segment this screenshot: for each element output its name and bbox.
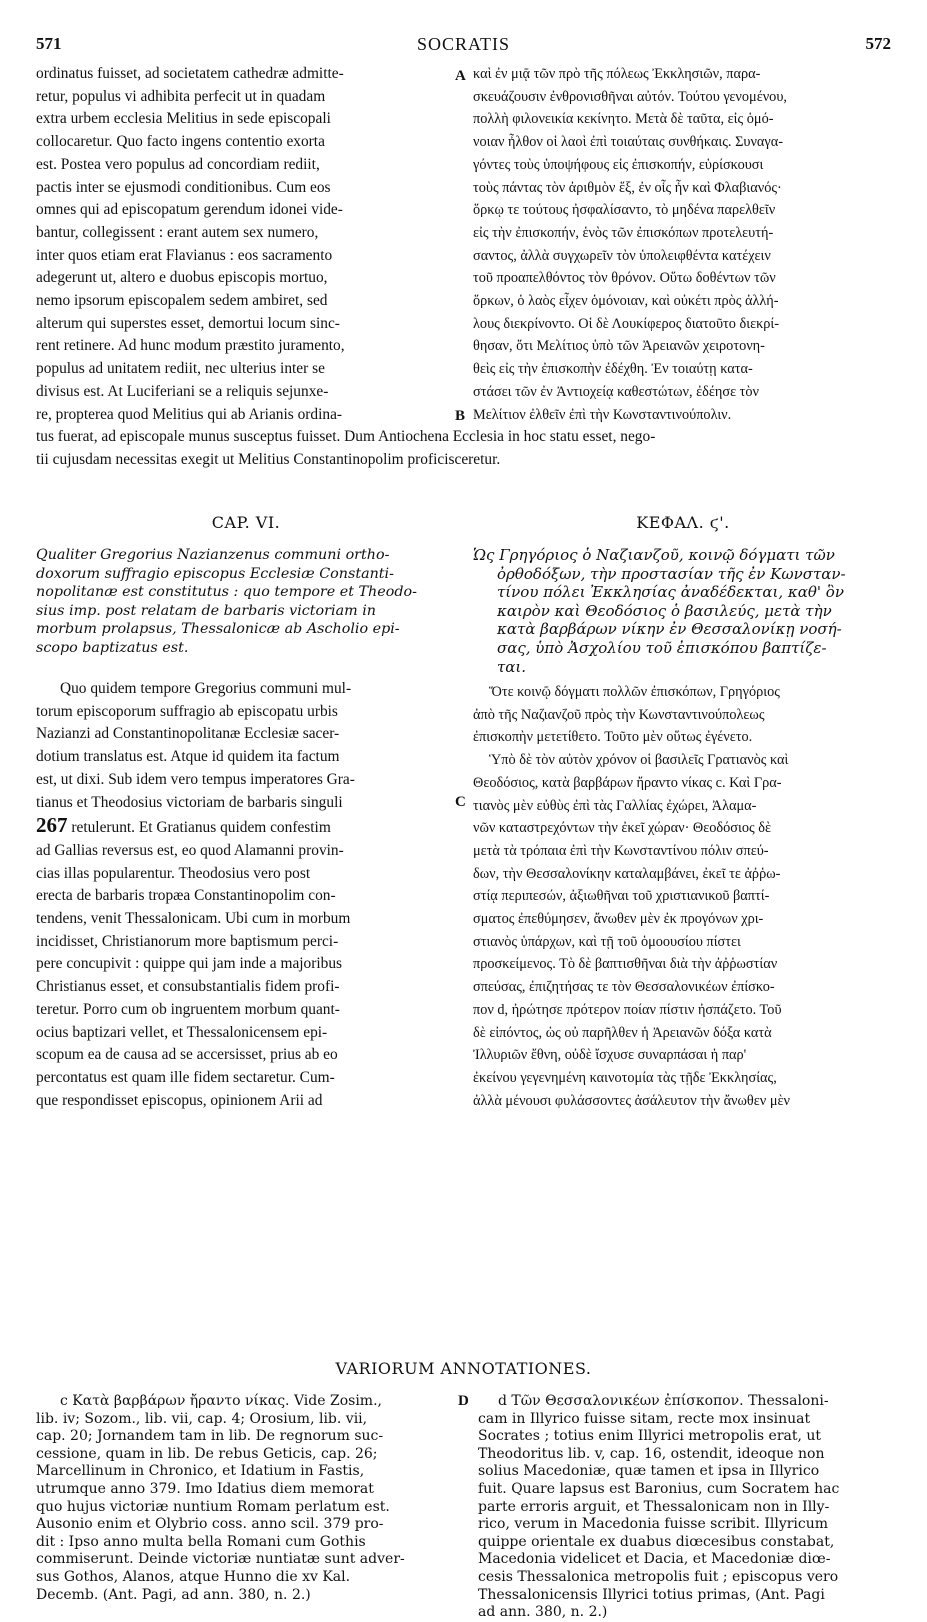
text-line: νοιαν ἦλθον οἱ λαοὶ ἐπὶ τοιαύταις συνθήκαις. Συναγα-	[473, 134, 783, 151]
text-line: Μελίτιον ἐλθεῖν ἐπὶ τὴν Κωνσταντινούπολιν.	[473, 406, 732, 423]
text-line: κατὰ βαρβάρων νίκην ἐν Θεσσαλονίκῃ νοσή-	[497, 620, 842, 639]
text-line: populus ad unitatem rediit, nec ulterius inter se	[36, 360, 325, 378]
text-line: scopum ea de causa ad se accersisset, prius ab eo	[36, 1046, 338, 1064]
text-line: δὲ εἰπόντος, ὡς οὐ παρῆλθεν ἡ Ἀρειανῶν δόξα κατὰ	[473, 1024, 772, 1041]
text-line: lib. iv; Sozom., lib. vii, cap. 4; Orosium, lib. vii,	[36, 1410, 368, 1427]
annotation-note-c	[36, 1393, 456, 1604]
text-line: omnes qui ad episcopatum gerendum idonei vide-	[36, 201, 343, 219]
text-line: dit : Ipso anno multa bella Romani cum Gothis	[36, 1533, 366, 1550]
text-line: ordinatus fuisset, ad societatem cathedræ admitte-	[36, 65, 344, 82]
text-line: rico, verum in Macedonia fuisse scribit. Illyricum	[478, 1516, 829, 1533]
text-line: τοὺς πάντας τὸν ἀριθμὸν ἕξ, ἐν οἷς ἦν καὶ Φλαβιανός·	[473, 179, 782, 196]
text-line: bantur, collegissent : erant autem sex numero,	[36, 223, 319, 241]
text-line: ocius baptizari vellet, et Thessalonicensem epi-	[36, 1023, 328, 1041]
text-line: inter quos etiam erat Flavianus : eos sacramento	[36, 246, 333, 264]
text-line: Ὅτε κοινῷ δόγματι πολλῶν ἐπισκόπων, Γρηγόριος	[489, 684, 780, 700]
annotation-note-d	[478, 1393, 893, 1622]
text-line: nemo ipsorum episcopalem sedem ambiret, sed	[36, 292, 328, 310]
text-line: Quo quidem tempore Gregorius communi mul-	[60, 680, 352, 697]
text-line: erecta de barbaris tropæa Constantinopolim con-	[36, 887, 336, 905]
greek-chapter-title: ΚΕΦΑΛ. ϛ'.	[636, 513, 730, 532]
text-line: Ausonio enim et Olybrio coss. anno scil. 379 pro-	[36, 1516, 384, 1533]
text-line: θεὶς εἰς τὴν ἐπισκοπὴν ἐδέχθη. Ἐν τοιαύτῃ κατα-	[473, 361, 753, 378]
margin-letter-a: A	[455, 68, 466, 84]
text-line: δων, τὴν Θεσσαλονίκην καταλαμβάνει, ἐκεῖ τε ἀῤῥω-	[473, 865, 781, 882]
text-line: rent retinere. Ad hunc modum præstito juramento,	[36, 337, 345, 355]
text-line: cessione, quam in lib. De rebus Geticis, cap. 26;	[36, 1445, 378, 1462]
text-line: scopo baptizatus est.	[36, 639, 189, 656]
latin-chapter-title: CAP. VI.	[211, 513, 281, 532]
text-line: ad ann. 380, n. 2.)	[478, 1604, 608, 1621]
text-line: utrumque anno 379. Imo Idatius diem memorat	[36, 1480, 374, 1497]
text-line: μετὰ τὰ τρόπαια ἐπὶ τὴν Κωνσταντίνου πόλιν σπεύ-	[473, 842, 769, 859]
text-line-content: retulerunt. Et Gratianus quidem confestim	[71, 819, 331, 837]
text-line: pactis inter se ejusmodi conditionibus. Cum eos	[36, 178, 331, 196]
text-line: doxorum suffragio episcopus Ecclesiæ Constanti-	[36, 565, 394, 582]
text-line: νῶν καταστρεχόντων τὴν ἐκεῖ χώραν· Θεοδόσιος δὲ	[473, 820, 771, 837]
text-line: ὅρκων, ὁ λαὸς εἶχεν ὁμόνοιαν, καὶ οὐκέτι πρὸς ἀλλή-	[473, 293, 779, 310]
text-line: πολλὴ φιλονεικία κεκίνητο. Μετὰ δὲ ταῦτα, εἰς ὁμό-	[473, 111, 774, 128]
text-line: re, propterea quod Melitius qui ab Arianis ordina-	[36, 405, 343, 423]
text-line: sus Gothos, Alanos, atque Hunno die xv Kal.	[36, 1568, 351, 1585]
annotations-heading: VARIORUM ANNOTATIONES.	[335, 1359, 592, 1378]
text-line: percontatus est quam ille fidem sectaretur. Cum-	[36, 1068, 335, 1086]
text-line: στίᾳ περιπεσών, ἀξιωθῆναι τοῦ χριστιανικοῦ βαπτί-	[473, 888, 770, 905]
text-line: nopolitanæ est constitutus : quo tempore et Theodo-	[36, 584, 417, 601]
text-line: Thessalonicensis Illyrici totius primas, (Ant. Pagi	[478, 1586, 825, 1603]
text-line: dotium translatus est. Atque id quidem ita factum	[36, 748, 340, 766]
text-line: tianus et Theodosius victoriam de barbaris singuli	[36, 793, 343, 811]
latin-column-body	[36, 678, 456, 1112]
text-line: σκευάζουσιν ἐνθρονισθῆναι αὐτόν. Τούτου γενομένου,	[473, 88, 787, 105]
text-line: Qualiter Gregorius Nazianzenus communi ortho-	[36, 547, 390, 563]
text-line: pere concupivit : quippe qui jam inde a majoribus	[36, 955, 343, 973]
text-line: Ὑπὸ δὲ τὸν αὐτὸν χρόνον οἱ βασιλεῖς Γρατιανὸς καὶ	[489, 752, 789, 769]
text-line: alterum qui superstes esset, demortui locum sinc-	[36, 314, 340, 332]
text-line: collocaretur. Quo facto ingens contentio exorta	[36, 133, 325, 151]
text-line: τιανὸς μὲν εὐθὺς ἐπὶ τὰς Γαλλίας ἐχώρει, Ἀλαμα-	[473, 797, 757, 814]
latin-chapter-summary	[36, 546, 456, 658]
text-line: morbum prolapsus, Thessalonicæ ab Ascholio epi-	[36, 621, 400, 638]
text-line: καὶ ἐν μιᾷ τῶν πρὸ τῆς πόλεως Ἐκκλησιῶν, παρα-	[473, 66, 761, 82]
text-line: ἐκείνου γεγενημένη καινοτομία τὰς τῇδε Ἐκκλησίας,	[473, 1069, 777, 1086]
text-line: cam in Illyrico fuisse sitam, recte mox insinuat	[478, 1410, 811, 1427]
text-line: τίνου πόλει Ἐκκλησίας ἀναδέδεκται, καθ' ὃν	[497, 583, 844, 602]
text-line: στάσει τῶν ἐν Ἀντιοχείᾳ καθεστώτων, ἐδέησε τὸν	[473, 383, 760, 400]
running-title: SOCRATIS	[416, 34, 511, 54]
text-line: tii cujusdam necessitas exegit ut Melitius Constantinopolim proficisceretur.	[36, 450, 501, 468]
full-width-paragraph	[36, 426, 893, 471]
text-line: στιανὸς ὑπάρχων, καὶ τῇ τοῦ ὁμοουσίου πίστει	[473, 933, 741, 950]
greek-column-body	[473, 681, 893, 1112]
text-line: Ὡς Γρηγόριος ὁ Ναζιανζοῦ, κοινῷ δόγματι τῶν	[473, 546, 835, 564]
text-line: ἀλλὰ μένουσι φυλάσσοντες ἀσάλευτον τὴν ἄνωθεν μὲν	[473, 1092, 790, 1109]
text-line: adegerunt ut, altero e duobus episcopis mortuo,	[36, 269, 328, 287]
text-line: Christianus esset, et consubstantialis fidem profi-	[36, 978, 340, 996]
left-page-number: 571	[36, 34, 62, 53]
margin-letter-b: B	[455, 408, 466, 424]
text-line: retur, populus vi adhibita perfecit ut in quadam	[36, 87, 326, 105]
text-line: τοῦ προαπελθόντος τὸν θρόνον. Οὕτω δοθέντων τῶν	[473, 270, 776, 287]
greek-chapter-summary	[473, 546, 893, 676]
text-line: σας, ὑπὸ Ἀσχολίου τοῦ ἐπισκόπου βαπτίζε-	[497, 638, 827, 657]
text-line: πον d, ἠρώτησε πρότερον ποίαν πίστιν ἠσπάζετο. Τοῦ	[473, 1001, 782, 1018]
text-line: σπεύσας, ἐπιζητήσας τε τὸν Θεσσαλονικέων ἐπίσκο-	[473, 979, 775, 996]
text-line: extra urbem ecclesia Melitius in sede episcopali	[36, 110, 331, 128]
text-line: tus fuerat, ad episcopale munus susceptus fuisset. Dum Antiochena Ecclesia in hoc statu esset, nego-	[36, 428, 656, 445]
text-line: torum episcoporum suffragio ab episcopatu urbis	[36, 702, 338, 720]
text-line	[36, 814, 456, 840]
right-page-number: 572	[865, 34, 891, 53]
text-line: fuit. Quare lapsus est Baronius, cum Socratem hac	[478, 1480, 840, 1497]
text-line: c Κατὰ βαρβάρων ἤραντο νίκας. Vide Zosim.,	[60, 1393, 382, 1409]
text-line: quo hujus victoriæ nuntium Romam perlatum est.	[36, 1498, 390, 1515]
text-line: parte erroris arguit, et Thessalonicam non in Illy-	[478, 1498, 830, 1515]
text-line: Decemb. (Ant. Pagi, ad ann. 380, n. 2.)	[36, 1586, 311, 1603]
text-line: Theodoritus lib. v, cap. 16, ostendit, ideoque non	[478, 1445, 825, 1462]
margin-letter-c: C	[455, 794, 466, 810]
text-line: Macedonia videlicet et Dacia, et Macedoniæ diœ-	[478, 1551, 831, 1568]
text-line: cap. 20; Jornandem tam in lib. De regnorum suc-	[36, 1428, 384, 1445]
text-line: ὅρκῳ τε τούτους ἠσφαλίσαντο, τὸ μηδένα παρελθεῖν	[473, 202, 776, 219]
text-line: commiserunt. Deinde victoriæ nuntiatæ sunt adver-	[36, 1551, 405, 1568]
text-line: Nazianzi ad Constantinopolitanæ Ecclesiæ sacer-	[36, 725, 340, 743]
running-header	[36, 34, 891, 58]
text-line: est, ut dixi. Sub idem vero tempus imperatores Gra-	[36, 770, 355, 788]
text-line: ad Gallias reversus est, eo quod Alamanni provin-	[36, 841, 344, 859]
margin-letter-d: D	[458, 1393, 469, 1409]
text-line: est. Postea vero populus ad concordiam rediit,	[36, 155, 320, 173]
text-line: σματος ἐπεθύμησεν, ἄνωθεν μὲν ἐκ προγόνων χρι-	[473, 911, 764, 928]
text-line: λους διεκρίνοντο. Οἱ δὲ Λουκίφερος διατοῦτο διεκρί-	[473, 315, 780, 332]
text-line: ὀρθοδόξων, τὴν προστασίαν τῆς ἐν Κωνσταν-	[497, 564, 846, 583]
text-line: teretur. Porro cum ob ingruentem morbum quant-	[36, 1000, 340, 1018]
text-line: quippe orientale ex duabus diœcesibus constabat,	[478, 1533, 835, 1550]
text-line: Socrates ; totius enim Illyrici metropolis erat, ut	[478, 1428, 822, 1445]
text-line: εἰς τὴν ἐπισκοπήν, ἑνὸς τῶν ἐπισκόπων προτελευτή-	[473, 224, 774, 241]
text-line: προσκείμενος. Τὸ δὲ βαπτισθῆναι διὰ τὴν ἀῤῥωστίαν	[473, 956, 778, 973]
text-line: γόντες τοὺς ὑποψήφους εἰς ἐπισκοπήν, εὑρίσκουσι	[473, 156, 764, 173]
text-line: ἐπισκοπὴν μετετίθετο. Τοῦτο μὲν οὕτως ἐγένετο.	[473, 729, 753, 746]
text-line: que respondisset episcopus, opinionem Arii ad	[36, 1091, 323, 1109]
text-line: solius Macedoniæ, quæ tamen et ipsa in Illyrico	[478, 1463, 820, 1480]
text-line: sius imp. post relatam de barbaris victoriam in	[36, 602, 376, 619]
text-line: καιρὸν καὶ Θεοδόσιος ὁ βασιλεύς, μετὰ τὴν	[497, 601, 832, 620]
text-line: cesis Thessalonica metropolis fuit ; episcopus vero	[478, 1568, 839, 1585]
text-line: Marcellinum in Chronico, et Idatium in Fastis,	[36, 1463, 365, 1480]
text-line: θησαν, ὅτι Μελίτιος ὑπὸ τῶν Ἀρειανῶν χειροτονη-	[473, 338, 765, 355]
text-line: σαντος, ἀλλὰ συγχωρεῖν τὸν ὑπολειφθέντα κατέχειν	[473, 247, 771, 264]
greek-column-top	[473, 63, 893, 426]
latin-column-top	[36, 63, 456, 426]
text-line: incidisset, Christianorum more baptismum perci-	[36, 932, 339, 950]
column-number: 267	[36, 814, 68, 838]
text-line: divisus est. At Luciferiani se a reliquis sejunxe-	[36, 382, 329, 400]
text-line: d Τῶν Θεσσαλονικέων ἐπίσκοπον. Thessaloni-	[498, 1393, 829, 1409]
text-line: ἀπὸ τῆς Ναζιανζοῦ πρὸς τὴν Κωνσταντινούπολεως	[473, 706, 765, 723]
text-line: Θεοδόσιος, κατὰ βαρβάρων ἤραντο νίκας c. Καὶ Γρα-	[473, 774, 782, 791]
text-line: tendens, venit Thessalonicam. Ubi cum in morbum	[36, 910, 351, 928]
text-line: ται.	[497, 657, 527, 676]
text-line: Ἰλλυριῶν ἔθνη, οὐδὲ ἴσχυσε συναρπάσαι ἡ παρ'	[473, 1047, 747, 1064]
text-line: cias illas popularentur. Theodosius vero post	[36, 864, 311, 882]
